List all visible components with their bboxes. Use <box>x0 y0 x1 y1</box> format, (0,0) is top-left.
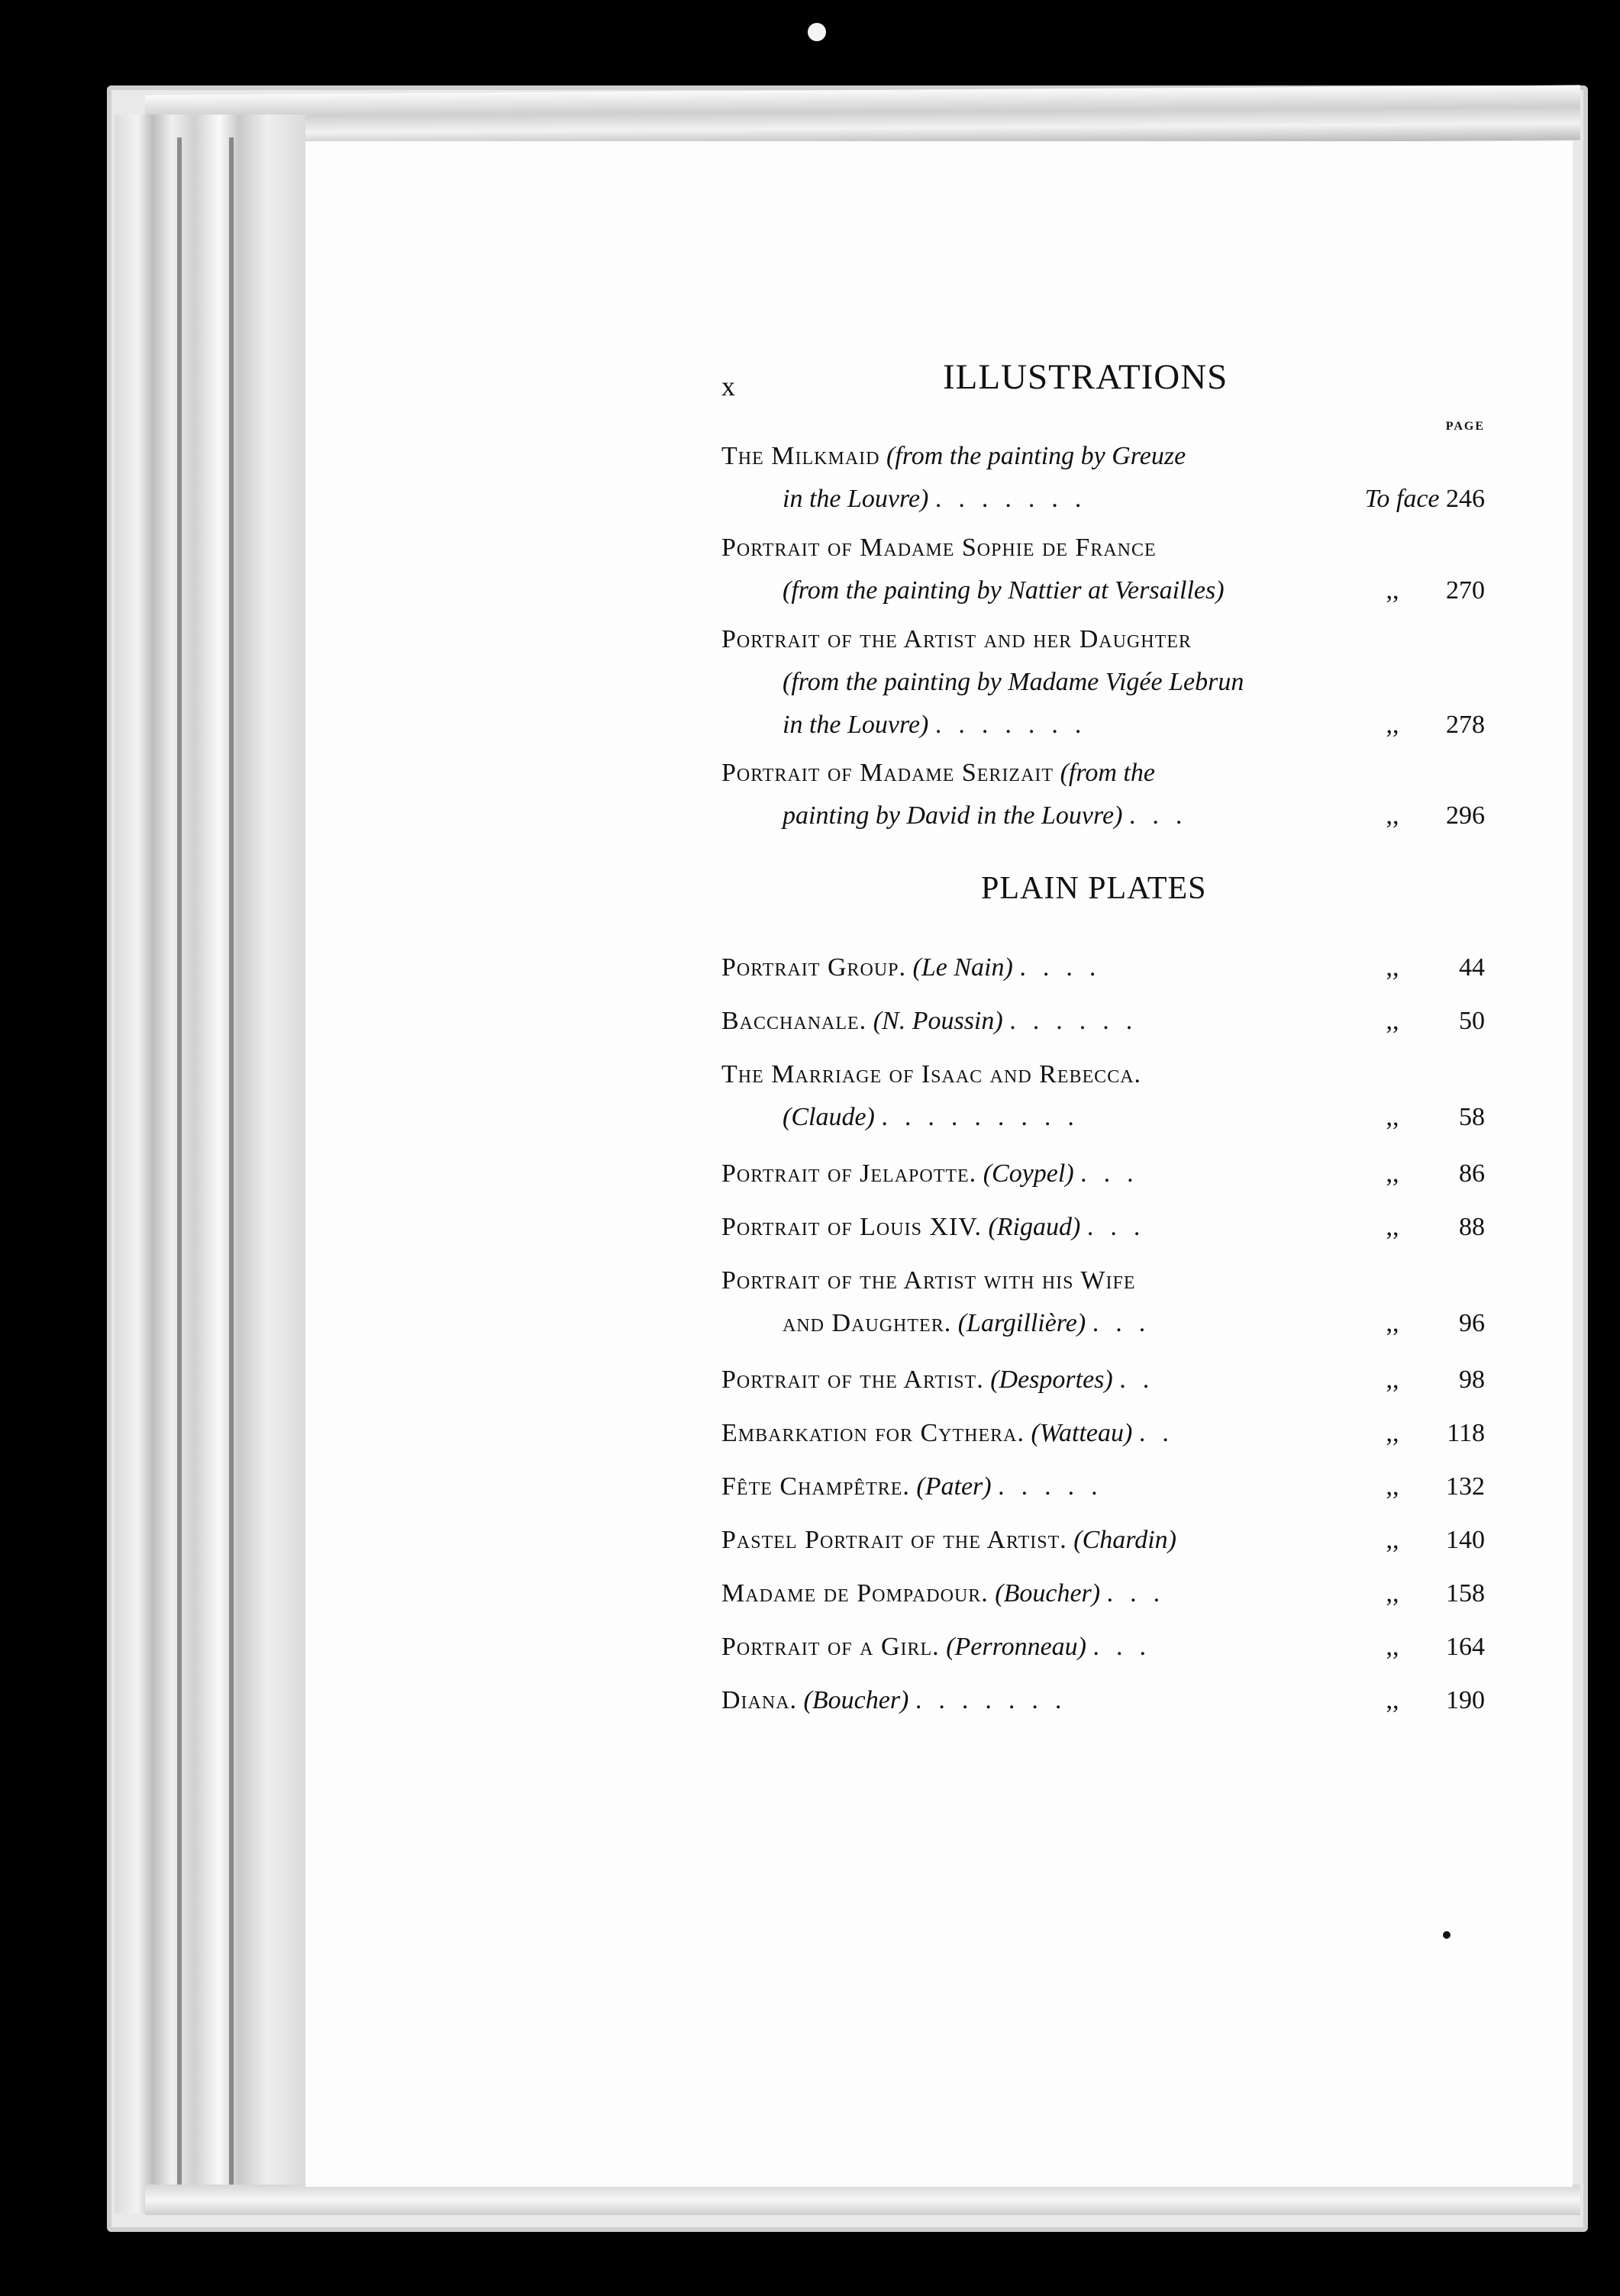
ditto-mark: ,, <box>1386 1309 1399 1337</box>
ditto-mark: ,, <box>1386 1419 1399 1447</box>
plate-title: Portrait of the Artist with his Wife <box>721 1266 1136 1295</box>
ditto-mark: ,, <box>1386 801 1399 830</box>
top-page-edges <box>145 85 1580 150</box>
plate-page-number: 132 <box>1446 1472 1485 1501</box>
plate-page-number: 140 <box>1446 1526 1485 1554</box>
plate-page-number: 246 <box>1446 485 1485 513</box>
plate-title: The Milkmaid <box>721 442 880 470</box>
list-item: Bacchanale. (N. Poussin) ...... ,, 50 <box>721 1000 1485 1043</box>
list-item: Fête Champêtre. (Pater) ..... ,, 132 <box>721 1466 1485 1508</box>
bottom-page-edges <box>145 2185 1580 2215</box>
page-numeral: x <box>721 371 735 401</box>
list-item: Portrait of the Artist and her Daughter (from the painting by Madame Vigée Lebrun in the Louvre) ....... ,, 278 <box>721 618 1485 747</box>
list-item: Portrait of the Artist. (Desportes) .. ,, 98 <box>721 1359 1485 1401</box>
plate-page-number: 270 <box>1446 576 1485 605</box>
list-item: Madame de Pompadour. (Boucher) ... ,, 158 <box>721 1572 1485 1615</box>
plate-title: Embarkation for Cythera. <box>721 1419 1025 1447</box>
plate-title: The Marriage of Isaac and Rebecca. <box>721 1060 1142 1088</box>
plate-artist: (Perronneau) <box>946 1633 1086 1661</box>
page-column-label: PAGE <box>1445 420 1485 433</box>
plate-page-number: 88 <box>1459 1213 1485 1241</box>
ditto-mark: ,, <box>1386 953 1399 982</box>
plate-title: Portrait Group. <box>721 953 907 982</box>
plate-page-number: 164 <box>1446 1633 1485 1661</box>
plate-artist: (Desportes) <box>990 1366 1113 1394</box>
ditto-mark: ,, <box>1386 1633 1399 1661</box>
plate-title: Madame de Pompadour. <box>721 1579 989 1608</box>
plate-title: Fête Champêtre. <box>721 1472 910 1501</box>
plate-page-number: 50 <box>1459 1007 1485 1035</box>
plate-title: Portrait of the Artist and her Daughter <box>721 625 1192 653</box>
plate-title: Portrait of a Girl. <box>721 1633 940 1661</box>
list-item: Portrait of the Artist with his Wife and Daughter. (Largillière) ... ,, 96 <box>721 1259 1485 1345</box>
plate-page-number: 96 <box>1459 1309 1485 1337</box>
list-item: Portrait of a Girl. (Perronneau) ... ,, 164 <box>721 1626 1485 1669</box>
spine-crease <box>229 137 234 2198</box>
plate-marker: To face <box>1364 485 1440 513</box>
plate-title: Portrait of Louis XIV. <box>721 1213 982 1241</box>
ink-speck <box>1443 1931 1451 1939</box>
list-item: Embarkation for Cythera. (Watteau) .. ,, 118 <box>721 1412 1485 1455</box>
plate-artist: (Boucher) <box>803 1686 909 1714</box>
ditto-mark: ,, <box>1386 576 1399 605</box>
ditto-mark: ,, <box>1386 1472 1399 1501</box>
illustrations-list <box>721 141 1485 2187</box>
ditto-mark: ,, <box>1386 1159 1399 1188</box>
plate-source: (from the <box>1060 759 1155 787</box>
spine-crease <box>177 137 182 2198</box>
plate-page-number: 58 <box>1459 1103 1485 1131</box>
plate-source: painting by David in the Louvre) <box>783 801 1123 830</box>
ditto-mark: ,, <box>1386 1103 1399 1131</box>
page-title: ILLUSTRATIONS <box>943 357 1228 397</box>
plate-page-number: 86 <box>1459 1159 1485 1188</box>
list-item: Portrait of Madame Serizait (from the painting by David in the Louvre) ... ,, 296 <box>721 752 1485 837</box>
list-item: Portrait of Louis XIV. (Rigaud) ... ,, 88 <box>721 1206 1485 1249</box>
plate-artist: (Boucher) <box>995 1579 1101 1608</box>
plate-artist: (Claude) <box>783 1103 875 1131</box>
plate-title: Portrait of Jelapotte. <box>721 1159 977 1188</box>
plate-source: (from the painting by Greuze <box>886 442 1186 470</box>
plate-title: and Daughter. <box>783 1309 952 1337</box>
list-item <box>721 527 1485 612</box>
ditto-mark: ,, <box>1386 1007 1399 1035</box>
plate-title: Portrait of Madame Serizait <box>721 759 1054 787</box>
ditto-mark: ,, <box>1386 1213 1399 1241</box>
plate-title: Diana. <box>721 1686 798 1714</box>
plate-page-number: 44 <box>1459 953 1485 982</box>
book-page <box>305 141 1573 2187</box>
plate-source: (from the painting by Nattier at Versailles) <box>783 576 1225 605</box>
plate-page-number: 158 <box>1446 1579 1485 1608</box>
section-heading: PLAIN PLATES <box>981 871 1207 906</box>
plate-title: Portrait of Madame Sophie de France <box>721 534 1157 562</box>
ditto-mark: ,, <box>1386 1579 1399 1608</box>
plate-page-number: 98 <box>1459 1366 1485 1394</box>
punch-hole-mark <box>808 23 826 41</box>
plate-source: in the Louvre) <box>783 485 929 513</box>
list-item: The Marriage of Isaac and Rebecca. (Claude) ......... ,, 58 <box>721 1053 1485 1139</box>
plate-artist: (Coypel) <box>983 1159 1074 1188</box>
list-item: Portrait of Jelapotte. (Coypel) ... ,, 86 <box>721 1153 1485 1195</box>
plate-title: Bacchanale. <box>721 1007 867 1035</box>
plate-artist: (Le Nain) <box>912 953 1013 982</box>
plate-source: (from the painting by Madame Vigée Lebrun <box>783 668 1244 696</box>
spine-page-edges <box>115 114 305 2214</box>
plate-artist: (Pater) <box>916 1472 992 1501</box>
plate-title: Pastel Portrait of the Artist. <box>721 1526 1067 1554</box>
plate-artist: (N. Poussin) <box>873 1007 1003 1035</box>
plate-artist: (Largillière) <box>957 1309 1086 1337</box>
list-item <box>721 1519 1485 1562</box>
plate-artist: (Chardin) <box>1073 1526 1177 1554</box>
plate-page-number: 118 <box>1447 1419 1485 1447</box>
plate-title: Portrait of the Artist. <box>721 1366 984 1394</box>
list-item: Diana. (Boucher) ....... ,, 190 <box>721 1679 1485 1722</box>
ditto-mark: ,, <box>1386 1526 1399 1554</box>
list-item: Portrait Group. (Le Nain) .... ,, 44 <box>721 946 1485 989</box>
plate-source: in the Louvre) <box>783 711 929 739</box>
plate-page-number: 296 <box>1446 801 1485 830</box>
ditto-mark: ,, <box>1386 711 1399 739</box>
ditto-mark: ,, <box>1386 1686 1399 1714</box>
ditto-mark: ,, <box>1386 1366 1399 1394</box>
plate-page-number: 278 <box>1446 711 1485 739</box>
plate-page-number: 190 <box>1446 1686 1485 1714</box>
plate-artist: (Rigaud) <box>988 1213 1081 1241</box>
plate-artist: (Watteau) <box>1031 1419 1133 1447</box>
list-item: The Milkmaid (from the painting by Greuze in the Louvre) ....... To face 246 <box>721 442 1485 513</box>
